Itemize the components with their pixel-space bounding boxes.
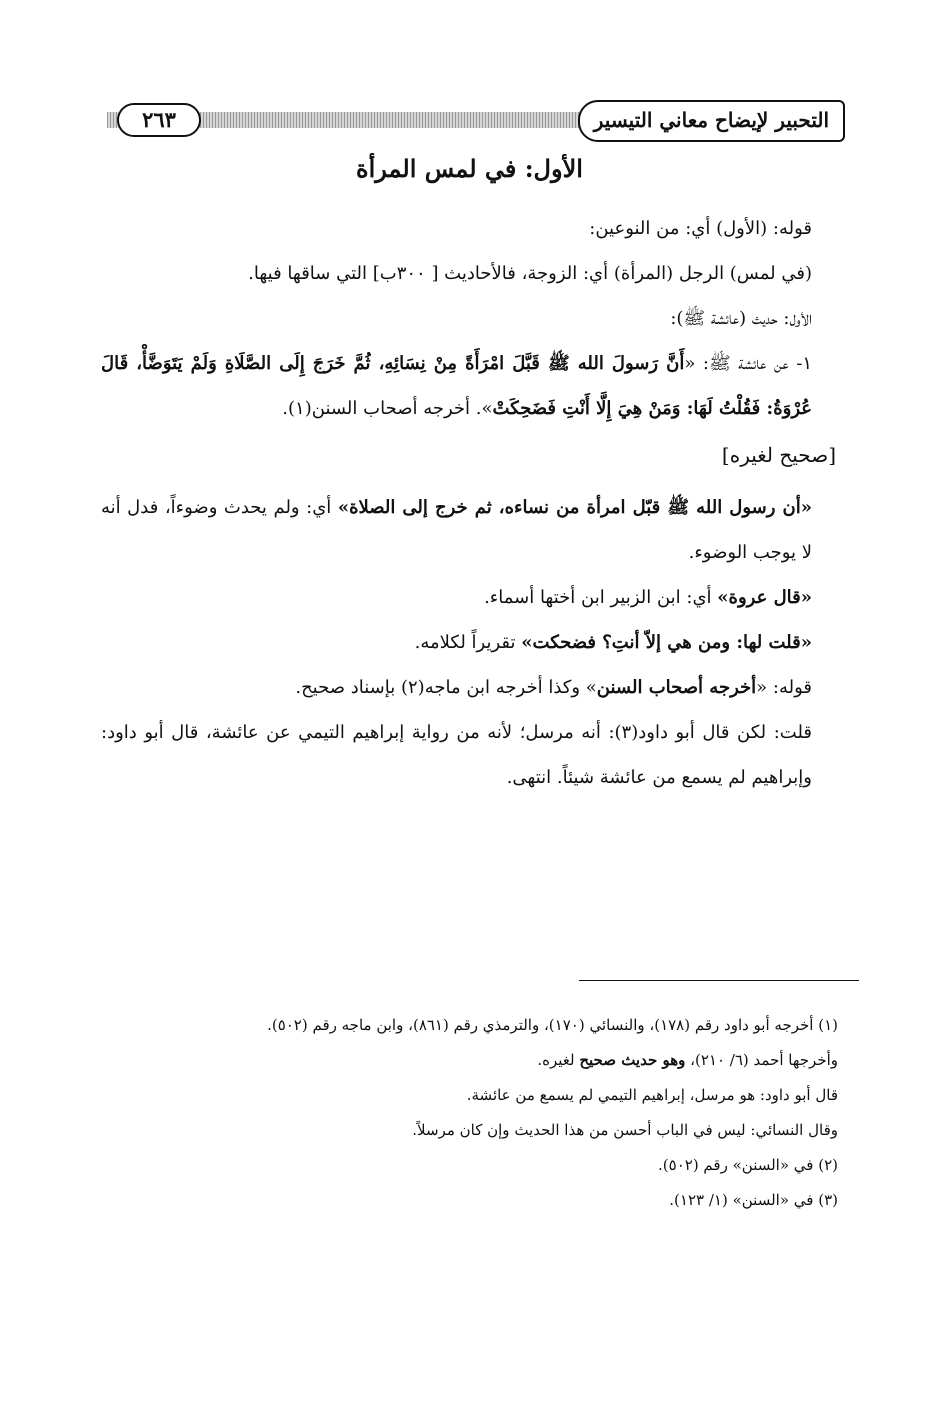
page-number: ٢٦٣ [117, 103, 201, 137]
commentary-paragraph [101, 665, 836, 710]
commentary-text: قوله: « [756, 677, 812, 698]
commentary-text: تقريراً لكلامه. [414, 632, 522, 653]
hadith-paragraph [101, 341, 836, 431]
footnote-separator [579, 980, 859, 981]
footnote-line [98, 1043, 838, 1078]
quoted-text: أخرجه أصحاب السنن [596, 677, 757, 698]
hadith-source: ». أخرجه أصحاب السنن(١). [282, 398, 493, 419]
paragraph: قوله: (الأول) أي: من النوعين: [589, 218, 812, 239]
commentary-text: » وكذا أخرجه ابن ماجه(٢) بإسناد صحيح. [295, 677, 597, 698]
commentary-paragraph [101, 620, 836, 665]
running-header [107, 100, 845, 140]
section-title: الأول: في لمس المرأة [356, 154, 583, 183]
footnote: (٣) في «السنن» (١/ ١٢٣). [669, 1191, 838, 1209]
hadith-grade: [صحيح لغيره] [721, 443, 836, 467]
hadith-number: ١- عن عائشة ﷺ: « [684, 353, 813, 374]
quoted-text: «قلت لها: ومن هي إلاّ أنتِ؟ فضحكت» [521, 632, 812, 653]
footnote-text: لغيره. [537, 1051, 580, 1069]
commentary-text: أي: ولم يحدث وضوءاً، فدل أنه لا يوجب الوضوء. [101, 497, 812, 563]
paragraph: (في لمس) الرجل (المرأة) أي: الزوجة، فالأحاديث [ ٣٠٠ب] التي ساقها فيها. [248, 263, 812, 284]
footnote-line: قال أبو داود: هو مرسل، إبراهيم التيمي لم يسمع من عائشة. [466, 1086, 838, 1104]
main-text [101, 206, 836, 800]
paragraph: الأول: حديث (عائشة ﷺ): [670, 308, 812, 329]
footnote-bold-text: وهو حديث صحيح [579, 1051, 686, 1069]
commentary-paragraph [101, 575, 836, 620]
book-title: التحبير لإيضاح معاني التيسير [578, 100, 845, 142]
commentary-paragraph [101, 485, 836, 575]
footnote-text: وأخرجها أحمد (٦/ ٢١٠)، [685, 1051, 838, 1069]
footnotes [98, 1008, 838, 1218]
footnote: (١) أخرجه أبو داود رقم (١٧٨)، والنسائي (١٧٠)، والترمذي رقم (٨٦١)، وابن ماجه رقم (٥٠٢). [267, 1016, 838, 1034]
commentary-paragraph: قلت: لكن قال أبو داود(٣): أنه مرسل؛ لأنه من رواية إبراهيم التيمي عن عائشة، قال أبو داود: وإبراهيم لم يسمع من عائشة شيئاً. انتهى. [101, 722, 813, 788]
quoted-text: «قال عروة» [717, 587, 812, 608]
hadith-text: أَنَّ رَسولَ الله ﷺ قَبَّلَ امْرَأَةً مِنْ نِسَائِهِ، ثُمَّ خَرَجَ إِلَى الصَّلَاةِ وَلَمْ يَتَوَضَّأْ، قَالَ عُرْوَةُ: فَقُلْتُ لَهَا: وَمَنْ هِيَ إِلَّا أَنْتِ فَضَحِكَتْ [101, 353, 812, 419]
commentary-text: أي: ابن الزبير ابن أختها أسماء. [484, 587, 718, 608]
footnote-line: وقال النسائي: ليس في الباب أحسن من هذا الحديث وإن كان مرسلاً. [412, 1121, 838, 1139]
footnote: (٢) في «السنن» رقم (٥٠٢). [658, 1156, 838, 1174]
quoted-text: «أن رسول الله ﷺ قبّل امرأة من نساءه، ثم خرج إلى الصلاة» [337, 497, 812, 518]
